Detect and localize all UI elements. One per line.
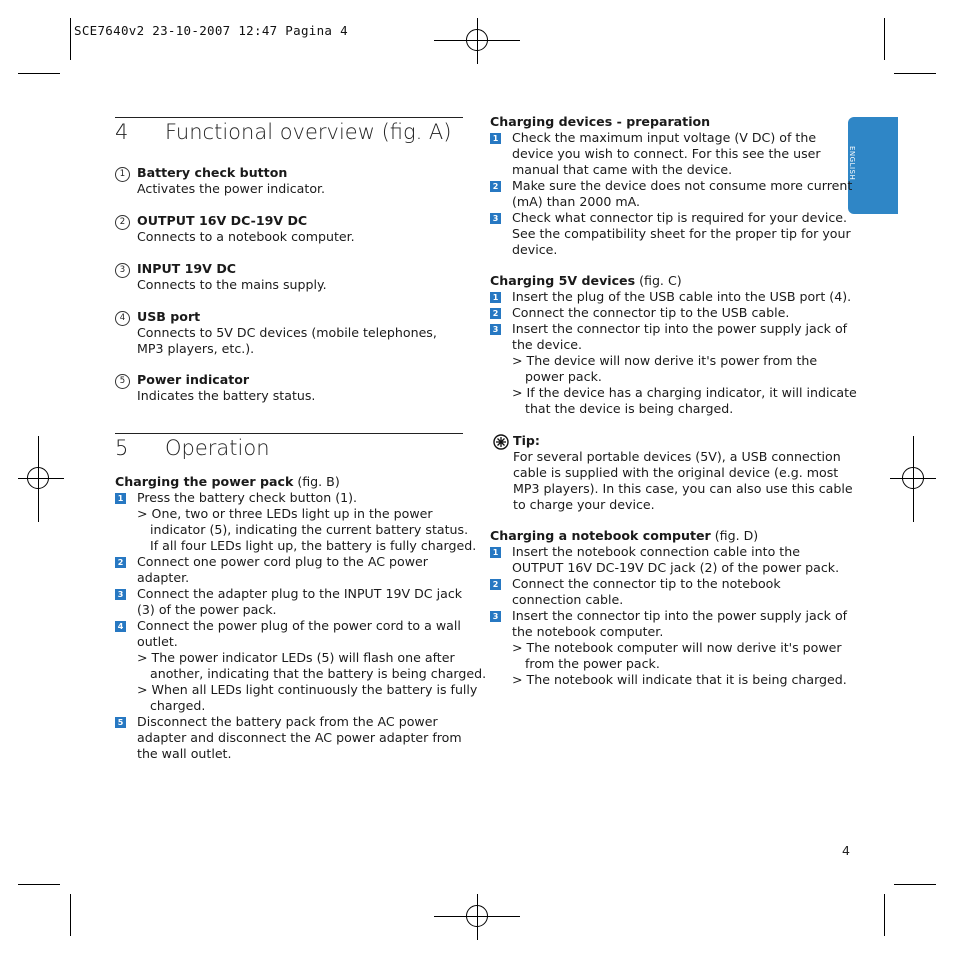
- step-text: > The notebook computer will now derive it's power: [512, 640, 842, 655]
- subsection-heading: Charging the power pack (fig. B): [115, 474, 340, 489]
- step-text: (mA) than 2000 mA.: [512, 194, 641, 209]
- step-number-badge: 3: [490, 611, 501, 622]
- step-number-badge: 1: [115, 493, 126, 504]
- step-text: Connect the connector tip to the USB cable.: [512, 305, 790, 320]
- item-title: OUTPUT 16V DC-19V DC: [137, 213, 308, 228]
- crop-mark: [894, 73, 936, 74]
- item-title: Battery check button: [137, 165, 288, 180]
- crop-mark: [70, 894, 71, 936]
- step-text: Disconnect the battery pack from the AC power: [137, 714, 438, 729]
- step-text: connection cable.: [512, 592, 624, 607]
- tip-icon: [493, 434, 509, 450]
- step-text: Press the battery check button (1).: [137, 490, 358, 505]
- step-number-badge: 2: [490, 181, 501, 192]
- step-text: Insert the connector tip into the power supply jack of: [512, 608, 848, 623]
- subsection-heading: Charging a notebook computer (fig. D): [490, 528, 759, 543]
- section-number: 4: [115, 120, 129, 144]
- crop-mark: [18, 73, 60, 74]
- step-text: manual that came with the device.: [512, 162, 733, 177]
- step-text: > One, two or three LEDs light up in the power: [137, 506, 433, 521]
- step-text: from the power pack.: [525, 656, 660, 671]
- item-description: Connects to 5V DC devices (mobile telephones,: [137, 325, 437, 340]
- tip-line: cable is supplied with the original device (e.g. most: [513, 465, 839, 480]
- step-number-badge: 3: [490, 324, 501, 335]
- subsection-heading: Charging devices - preparation: [490, 114, 711, 129]
- section-number: 5: [115, 436, 129, 460]
- step-text: See the compatibility sheet for the proper tip for your: [512, 226, 851, 241]
- step-text: Connect one power cord plug to the AC power: [137, 554, 428, 569]
- step-text: that the device is being charged.: [525, 401, 734, 416]
- step-text: > If the device has a charging indicator, it will indicate: [512, 385, 857, 400]
- step-text: > When all LEDs light continuously the battery is fully: [137, 682, 478, 697]
- crop-mark: [884, 894, 885, 936]
- item-number-badge: 2: [115, 215, 130, 230]
- tip-line: MP3 players). In this case, you can also use this cable: [513, 481, 853, 496]
- step-text: device you wish to connect. For this see the user: [512, 146, 821, 161]
- step-number-badge: 2: [490, 579, 501, 590]
- subsection-heading: Charging 5V devices (fig. C): [490, 273, 682, 288]
- step-text: Insert the connector tip into the power supply jack of: [512, 321, 848, 336]
- step-text: charged.: [150, 698, 206, 713]
- step-text: Check the maximum input voltage (V DC) of the: [512, 130, 817, 145]
- step-text: (3) of the power pack.: [137, 602, 277, 617]
- step-text: another, indicating that the battery is being charged.: [150, 666, 487, 681]
- step-number-badge: 1: [490, 292, 501, 303]
- step-text: the notebook computer.: [512, 624, 664, 639]
- item-title: Power indicator: [137, 372, 250, 387]
- step-text: Insert the plug of the USB cable into the USB port (4).: [512, 289, 852, 304]
- item-number-badge: 1: [115, 167, 130, 182]
- step-text: Connect the connector tip to the notebook: [512, 576, 781, 591]
- crop-mark: [70, 18, 71, 60]
- section-title: Functional overview (fig. A): [165, 120, 452, 144]
- step-number-badge: 2: [490, 308, 501, 319]
- print-header: SCE7640v2 23-10-2007 12:47 Pagina 4: [74, 23, 348, 38]
- item-description: Activates the power indicator.: [137, 181, 326, 196]
- step-text: the wall outlet.: [137, 746, 232, 761]
- crop-mark: [894, 884, 936, 885]
- step-text: Connect the adapter plug to the INPUT 19V DC jack: [137, 586, 463, 601]
- step-number-badge: 4: [115, 621, 126, 632]
- crop-mark: [18, 884, 60, 885]
- step-number-badge: 1: [490, 547, 501, 558]
- step-text: Make sure the device does not consume more current: [512, 178, 853, 193]
- step-text: Check what connector tip is required for your device.: [512, 210, 848, 225]
- step-text: > The notebook will indicate that it is being charged.: [512, 672, 847, 687]
- step-text: > The power indicator LEDs (5) will flash one after: [137, 650, 455, 665]
- item-title: INPUT 19V DC: [137, 261, 237, 276]
- section-rule: [115, 433, 463, 434]
- step-number-badge: 1: [490, 133, 501, 144]
- section-title: Operation: [165, 436, 270, 460]
- step-text: outlet.: [137, 634, 178, 649]
- step-number-badge: 5: [115, 717, 126, 728]
- item-description: MP3 players, etc.).: [137, 341, 255, 356]
- item-number-badge: 4: [115, 311, 130, 326]
- item-number-badge: 5: [115, 374, 130, 389]
- page-number: 4: [842, 843, 850, 858]
- item-number-badge: 3: [115, 263, 130, 278]
- step-text: device.: [512, 242, 558, 257]
- step-text: If all four LEDs light up, the battery is fully charged.: [150, 538, 477, 553]
- step-text: > The device will now derive it's power from the: [512, 353, 818, 368]
- language-tab-label: ENGLISH: [848, 146, 856, 181]
- crop-mark: [884, 18, 885, 60]
- step-number-badge: 3: [115, 589, 126, 600]
- item-title: USB port: [137, 309, 201, 324]
- item-description: Indicates the battery status.: [137, 388, 316, 403]
- tip-label: Tip:: [513, 433, 540, 448]
- tip-line: to charge your device.: [513, 497, 655, 512]
- step-text: power pack.: [525, 369, 602, 384]
- item-description: Connects to the mains supply.: [137, 277, 327, 292]
- step-text: indicator (5), indicating the current battery status.: [150, 522, 469, 537]
- step-text: Connect the power plug of the power cord to a wall: [137, 618, 461, 633]
- section-rule: [115, 117, 463, 118]
- step-number-badge: 2: [115, 557, 126, 568]
- step-number-badge: 3: [490, 213, 501, 224]
- step-text: Insert the notebook connection cable into the: [512, 544, 800, 559]
- item-description: Connects to a notebook computer.: [137, 229, 355, 244]
- tip-line: For several portable devices (5V), a USB connection: [513, 449, 841, 464]
- step-text: OUTPUT 16V DC-19V DC jack (2) of the power pack.: [512, 560, 840, 575]
- step-text: the device.: [512, 337, 583, 352]
- step-text: adapter.: [137, 570, 190, 585]
- step-text: adapter and disconnect the AC power adapter from: [137, 730, 462, 745]
